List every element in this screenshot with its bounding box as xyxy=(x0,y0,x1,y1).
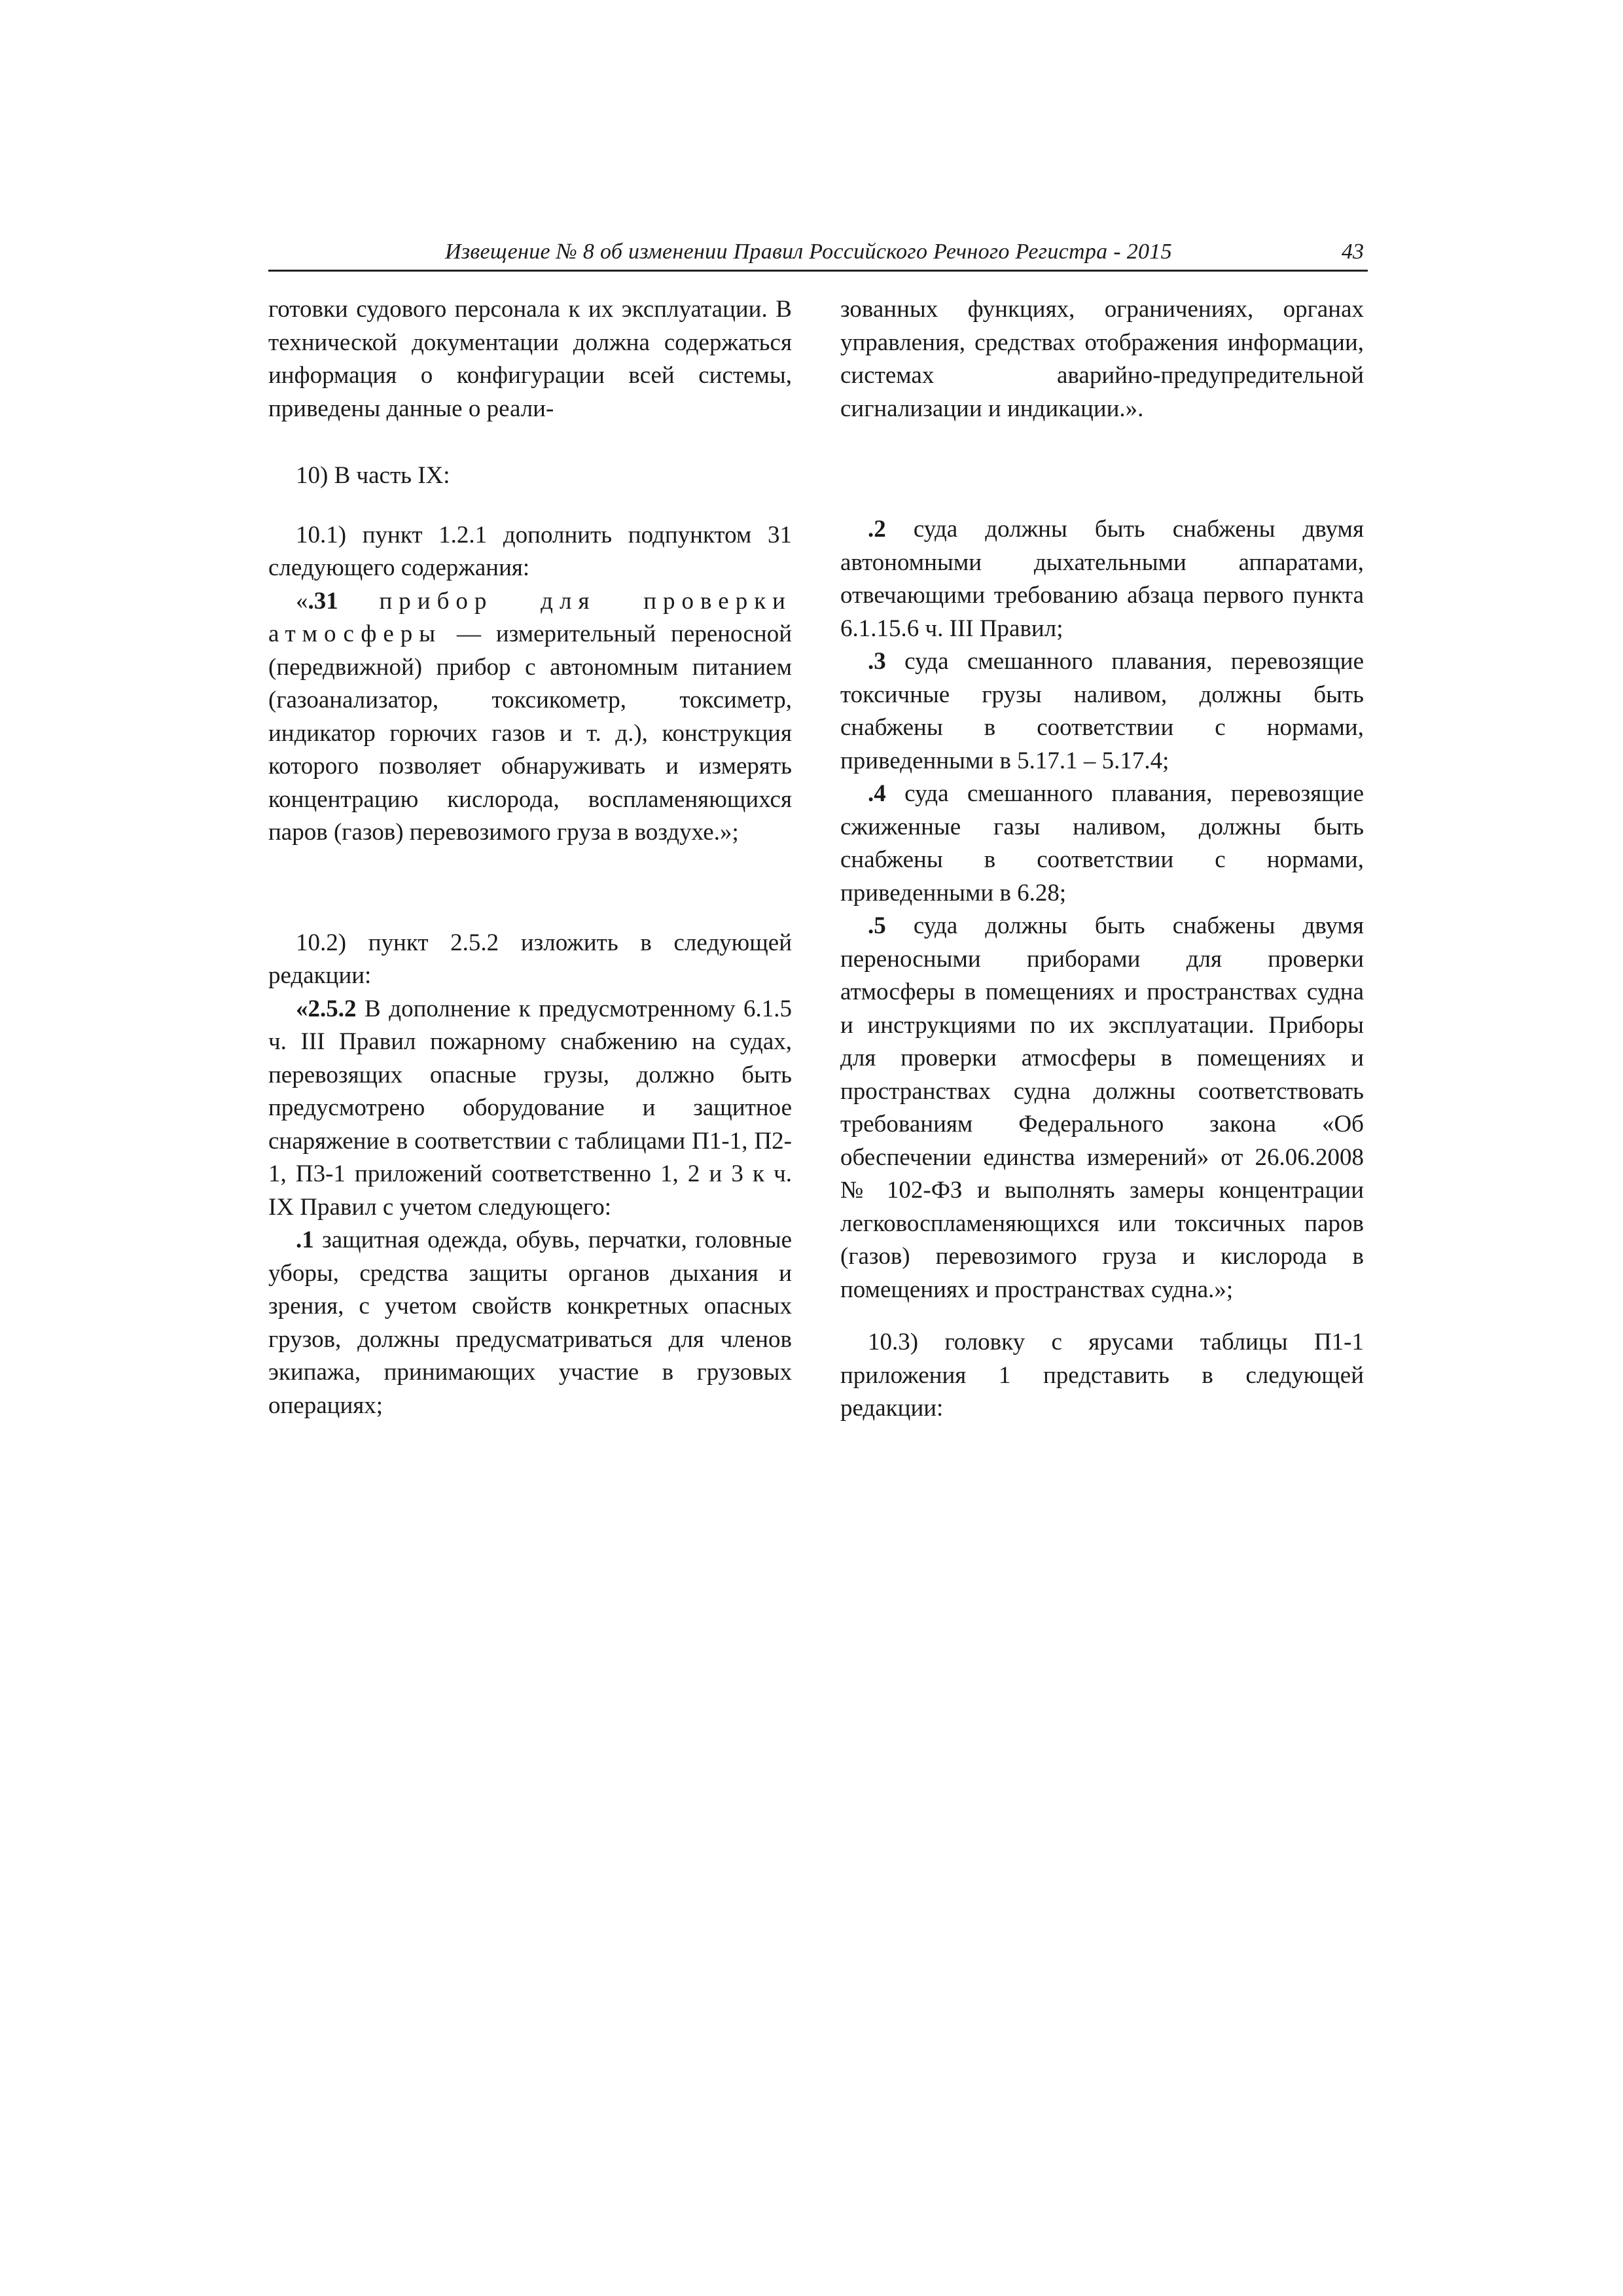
definition-text: — измерительный переносной (передвижной) прибор с автономным питанием (газоанализатор, токсикометр, токсиметр, индикатор горючих газов и т. д.), конструкция которого позволяет обнаруживать и измерять концентрацию кислорода, воспламеняющихся паров (газов) перевозимого груза в воздухе.»; xyxy=(268,620,792,846)
clause-2-5-2 xyxy=(268,993,792,1225)
paragraph-10-1: 10.1) пункт 1.2.1 дополнить подпунктом 31 следующего содержания: xyxy=(268,521,792,581)
subclause-3 xyxy=(840,645,1364,778)
clause-text: В дополнение к предусмотренному 6.1.5 ч. III Правил пожарному снабжению на судах, перевозящих опасные грузы, должно быть предусмотрено оборудование и защитное снаряжение в соответствии с таблицами П1-1, П2-1, П3-1 приложений соответственно 1, 2 и 3 к ч. IX Правил с учетом следующего: xyxy=(268,995,792,1221)
subclause-number: .4 xyxy=(868,780,886,807)
subclause-number: .1 xyxy=(296,1227,314,1253)
subclause-text: суда должны быть снабжены двумя автономными дыхательными аппаратами, отвечающими требованию абзаца первого пункта 6.1.15.6 ч. III Правил; xyxy=(840,516,1364,642)
subclause-1 xyxy=(268,1224,792,1422)
subclause-number: .5 xyxy=(868,912,886,939)
subclause-text: суда должны быть снабжены двумя переносными приборами для проверки атмосферы в помещениях и пространствах судна и инструкциями по их эксплуатации. Приборы для проверки атмосферы в помещениях и пространствах судна должны соответствовать требованиям Федерального закона «Об обеспечении единства измерений» от 26.06.2008 № 102-ФЗ и выполнять замеры концентрации легковоспламеняющихся или токсичных паров (газов) перевозимого груза и кислорода в помещениях и пространствах судна.»; xyxy=(840,912,1364,1303)
subclause-text: суда смешанного плавания, перевозящие сжиженные газы наливом, должны быть снабжены в соответствии с нормами, приведенными в 6.28; xyxy=(840,780,1364,906)
definition-31 xyxy=(268,585,792,850)
right-column xyxy=(840,293,1364,1426)
clause-number: «2.5.2 xyxy=(296,995,357,1022)
paragraph-10-3: 10.3) головку с ярусами таблицы П1-1 приложения 1 представить в следующей редакции: xyxy=(840,1329,1364,1422)
paragraph-continuation: готовки судового персонала к их эксплуатации. В технической документации должна содержаться информация о конфигурации всей системы, приведены данные о реали- xyxy=(268,296,792,422)
subclause-number: .3 xyxy=(868,648,886,675)
subclause-5 xyxy=(840,910,1364,1306)
subclause-2 xyxy=(840,513,1364,645)
header-title: Извещение № 8 об изменении Правил Российского Речного Регистра - 2015 xyxy=(445,240,1172,264)
subclause-4 xyxy=(840,778,1364,910)
subclause-number: .2 xyxy=(868,516,886,543)
section-heading-part-ix: 10) В часть IX: xyxy=(296,462,450,489)
paragraph-10-2: 10.2) пункт 2.5.2 изложить в следующей редакции: xyxy=(268,929,792,989)
subclause-text: суда смешанного плавания, перевозящие токсичные грузы наливом, должны быть снабжены в соответствии с нормами, приведенными в 5.17.1 – 5.17.4; xyxy=(840,648,1364,774)
item-number: .31 xyxy=(308,587,338,615)
subclause-text: защитная одежда, обувь, перчатки, головные уборы, средства защиты органов дыхания и зрения, с учетом свойств конкретных опасных грузов, должны предусматриваться для членов экипажа, принимающих участие в грузовых операциях; xyxy=(268,1227,792,1419)
open-quote: « xyxy=(296,587,308,615)
defined-term: прибор для проверки атмосферы xyxy=(268,587,792,647)
running-header xyxy=(268,236,1368,272)
page-number: 43 xyxy=(1342,240,1364,264)
left-column xyxy=(268,293,792,1422)
paragraph-continuation: зованных функциях, ограничениях, органах управления, средствах отображения информации, системах аварийно-предупредительной сигнализации и индикации.». xyxy=(840,296,1364,422)
